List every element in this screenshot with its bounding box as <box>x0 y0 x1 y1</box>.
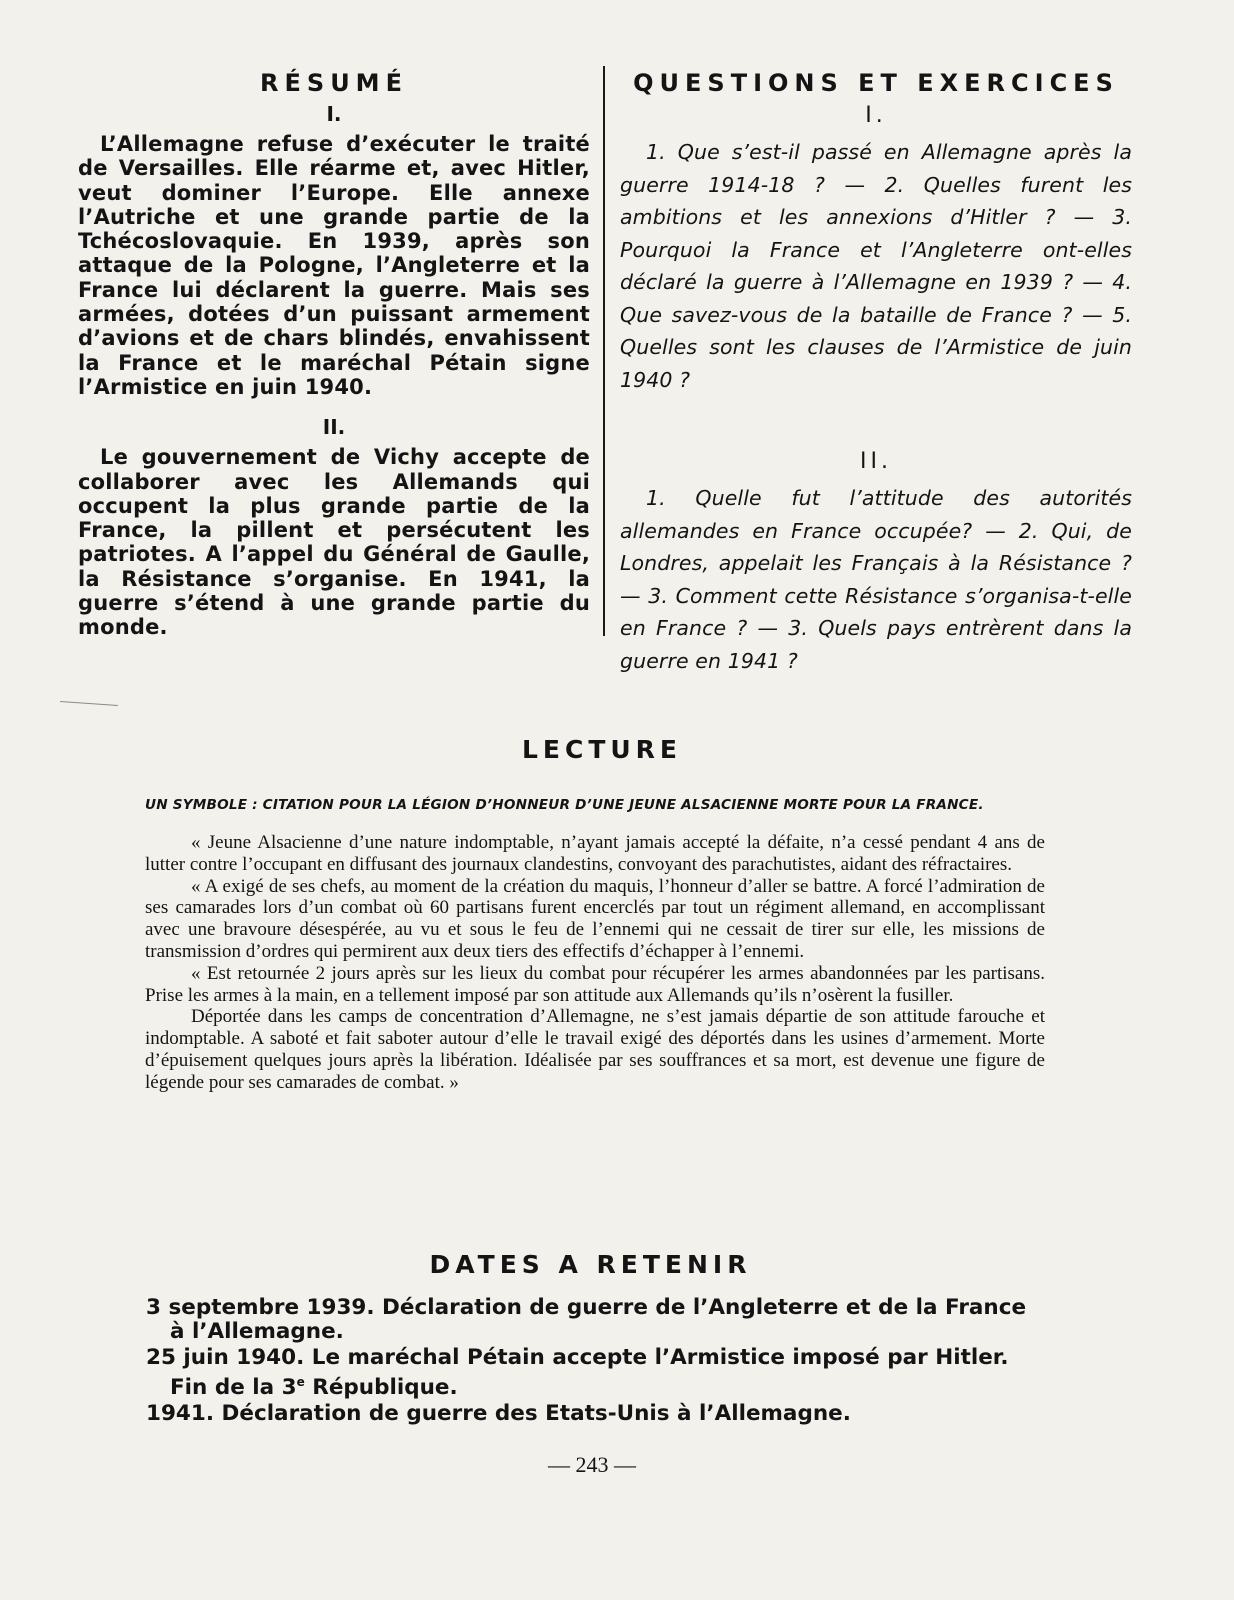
dates-title: DATES A RETENIR <box>429 1250 752 1279</box>
lecture-paragraph: « A exigé de ses chefs, au moment de la création du maquis, l’honneur d’aller se battre. A forcé l’admiration de ses camarades lors d’un combat où 60 partisans furent encerclés par tout un régiment allemand, en accomplissant avec une bravoure désespérée, au vu et sous le feu de l’ennemi qui ne cessait de tirer sur elle, les missions de transmission d’ordres qui permirent aux deux tiers des effectifs d’échapper à l’ennemi. <box>145 875 1045 962</box>
resume-part1-text: L’Allemagne refuse d’exécuter le traité de Versailles. Elle réarme et, avec Hitler, veut dominer l’Europe. Elle annexe l’Autriche et une grande partie de la Tchécoslovaquie. En 1939, après son attaque de la Pologne, l’Angleterre et la France lui déclarent la guerre. Mais ses armées, dotées d’un puissant armement d’avions et de chars blindés, envahissent la France et le maréchal Pétain signe l’Armistice en juin 1940. <box>78 132 590 399</box>
date-label: 3 septembre 1939. <box>146 1295 375 1320</box>
lecture-subtitle: UN SYMBOLE : CITATION POUR LA LÉGION D’HONNEUR D’UNE JEUNE ALSACIENNE MORTE POUR LA FRANCE. <box>145 797 984 813</box>
lecture-paragraph: « Jeune Alsacienne d’une nature indomptable, n’ayant jamais accepté la défaite, n’a cessé pendant 4 ans de lutter contre l’occupant en diffusant des journaux clandestins, convoyant des parachutistes, aidant des réfractaires. <box>145 832 1045 875</box>
date-text: Déclaration de guerre de l’Angleterre et de la France à l’Allemagne. <box>170 1295 1027 1344</box>
resume-column <box>78 68 590 640</box>
questions-part2-text: 1. Quelle fut l’attitude des autorités allemandes en France occupée? — 2. Qui, de Londres, appelait les Français à la Résistance ? — 3. Comment cette Résistance s’organisa-t-elle en France ? — 3. Quels pays entrèrent dans la guerre en 1941 ? <box>620 486 1132 673</box>
resume-part2-numeral: II. <box>322 415 346 440</box>
lecture-title: LECTURE <box>521 735 683 764</box>
dates-list <box>146 1296 1046 1428</box>
questions-part2-numeral: II. <box>860 449 892 474</box>
date-item <box>146 1346 1046 1400</box>
lecture-body <box>145 832 1045 1094</box>
questions-part1-text: 1. Que s’est-il passé en Allemagne après la guerre 1914-18 ? — 2. Quelles furent les ambitions et les annexions d’Hitler ? — 3. Pourquoi la France et l’Angleterre ont-elles déclaré la guerre à l’Allemagne en 1939 ? — 4. Que savez-vous de la bataille de France ? — 5. Quelles sont les clauses de l’Armistice de juin 1940 ? <box>620 140 1132 392</box>
margin-mark <box>60 701 118 706</box>
column-divider <box>603 66 605 636</box>
questions-column <box>620 68 1132 677</box>
date-label: 1941. <box>146 1401 215 1427</box>
date-text: Le maréchal Pétain accepte l’Armistice imposé par Hitler. Fin de la 3 <box>170 1345 1009 1401</box>
questions-part1-numeral: I. <box>865 103 887 128</box>
date-item <box>146 1296 1046 1344</box>
resume-part1-numeral: I. <box>326 102 342 126</box>
date-superscript: e <box>296 1375 305 1389</box>
date-text: Déclaration de guerre des Etats-Unis à l’Allemagne. <box>221 1401 851 1427</box>
questions-title: QUESTIONS ET EXERCICES <box>633 69 1119 97</box>
lecture-paragraph: « Est retournée 2 jours après sur les lieux du combat pour récupérer les armes abandonnées par les partisans. Prise les armes à la main, en a tellement imposé par son attitude aux Allemands qu’ils n’osèrent la fusiller. <box>145 962 1045 1006</box>
page-number: — 243 — <box>548 1452 636 1477</box>
date-text-tail: République. <box>304 1375 458 1401</box>
date-label: 25 juin 1940. <box>146 1345 305 1370</box>
date-item <box>146 1402 1046 1426</box>
lecture-paragraph: Déportée dans les camps de concentration d’Allemagne, ne s’est jamais départie de son attitude farouche et indomptable. A saboté et fait saboter autour d’elle le travail exigé des déportés dans les usines d’armement. Morte d’épuisement quelques jours après la libération. Idéalisée par ses souffrances et sa mort, est devenue une figure de légende pour ses camarades de combat. » <box>145 1006 1045 1093</box>
resume-part2-text: Le gouvernement de Vichy accepte de collaborer avec les Allemands qui occupent la plus grande partie de la France, la pillent et persécutent les patriotes. A l’appel du Général de Gaulle, la Résistance s’organise. En 1941, la guerre s’étend à une grande partie du monde. <box>78 445 590 640</box>
resume-title: RÉSUMÉ <box>260 69 408 97</box>
